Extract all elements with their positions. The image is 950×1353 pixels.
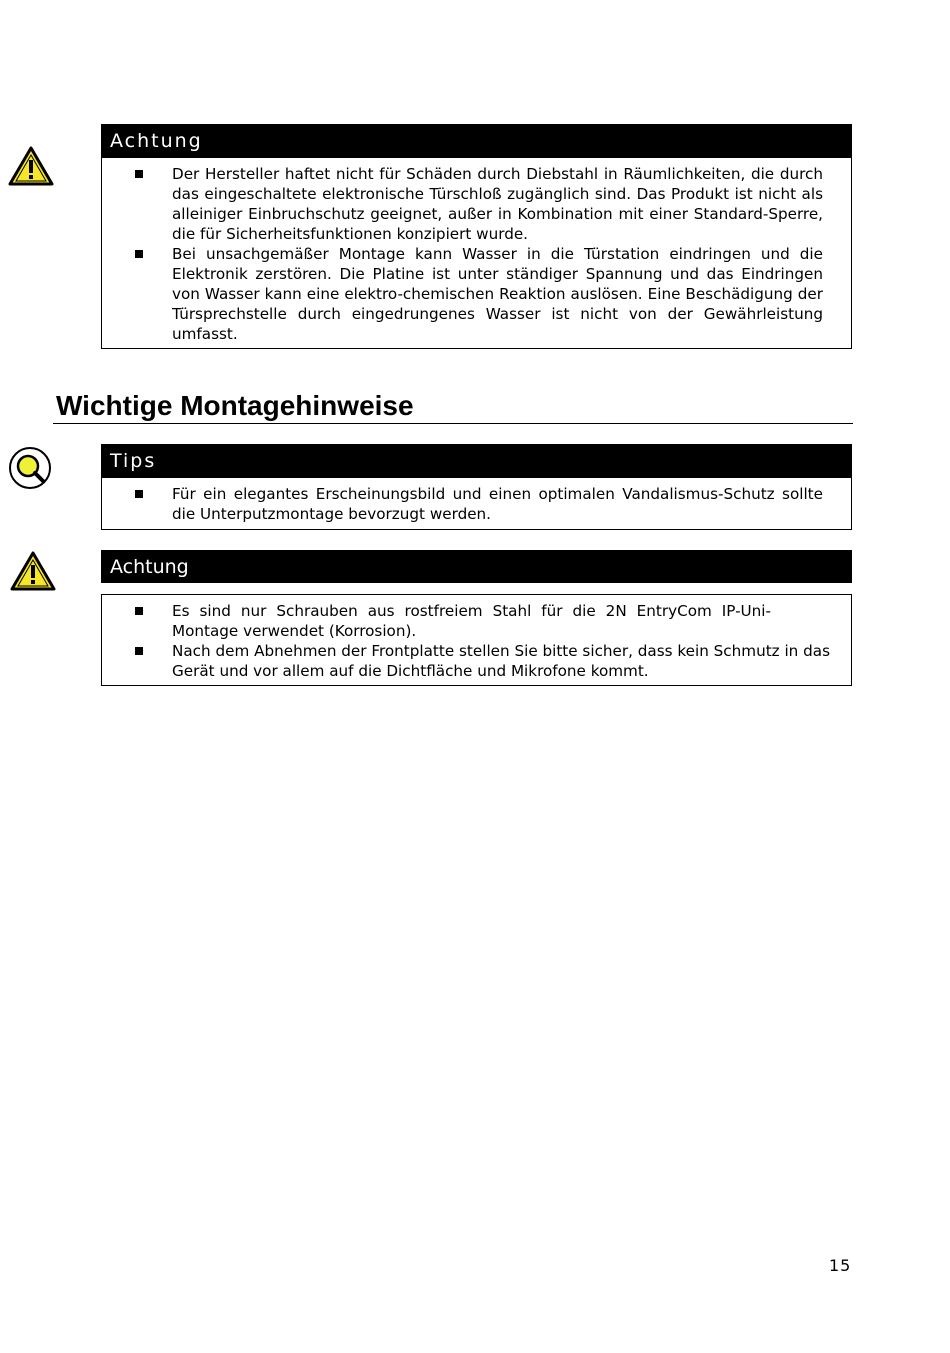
page-number: 15	[829, 1256, 852, 1275]
warning-box-body-2	[101, 594, 852, 686]
magnifier-tip-icon	[8, 445, 53, 491]
warning-triangle-icon	[10, 551, 56, 591]
warning-box-header	[101, 124, 852, 158]
tips-list	[102, 484, 851, 524]
warning-box-title: Achtung	[110, 130, 203, 152]
section-heading: Wichtige Montagehinweise	[56, 390, 414, 421]
bullet-icon	[135, 170, 143, 178]
warning-box-title-2: Achtung	[110, 555, 189, 578]
warning-list-2	[102, 601, 851, 681]
tips-box-header	[101, 444, 852, 478]
heading-divider	[53, 423, 853, 424]
list-item: Nach dem Abnehmen der Frontplatte stellen Sie bitte sicher, dass kein Schmutz in das Gerät und vor allem auf die Dichtfläche und Mikrofone kommt.	[102, 641, 851, 681]
list-item: Der Hersteller haftet nicht für Schäden durch Diebstahl in Räumlichkeiten, die durch das eingeschaltete elektronische Türschloß zugänglich sind. Das Produkt ist nicht als alleiniger Einbruchschutz geeignet, außer in Kombination mit einer Standard-Sperre, die für Sicherheitsfunktionen konzipiert wurde.	[102, 164, 851, 244]
tips-box-body	[101, 477, 852, 530]
tips-box-title: Tips	[110, 450, 157, 472]
warning-triangle-icon	[8, 146, 54, 186]
warning-box-body	[101, 157, 852, 349]
list-item: Für ein elegantes Erscheinungsbild und einen optimalen Vandalismus-Schutz sollte die Unterputzmontage bevorzugt werden.	[102, 484, 851, 524]
list-item: Es sind nur Schrauben aus rostfreiem Stahl für die 2N EntryCom IP-Uni-Montage verwendet (Korrosion).	[102, 601, 851, 641]
bullet-icon	[135, 250, 143, 258]
bullet-icon	[135, 647, 143, 655]
warning-list	[102, 164, 851, 344]
list-item: Bei unsachgemäßer Montage kann Wasser in die Türstation eindringen und die Elektronik zerstören. Die Platine ist unter ständiger Spannung und das Eindringen von Wasser kann eine elektro-chemischen Reaktion auslösen. Eine Beschädigung der Türsprechstelle durch eingedrungenes Wasser ist nicht von der Gewährleistung umfasst.	[102, 244, 851, 344]
bullet-icon	[135, 607, 143, 615]
warning-box-header-2	[101, 550, 852, 583]
bullet-icon	[135, 490, 143, 498]
